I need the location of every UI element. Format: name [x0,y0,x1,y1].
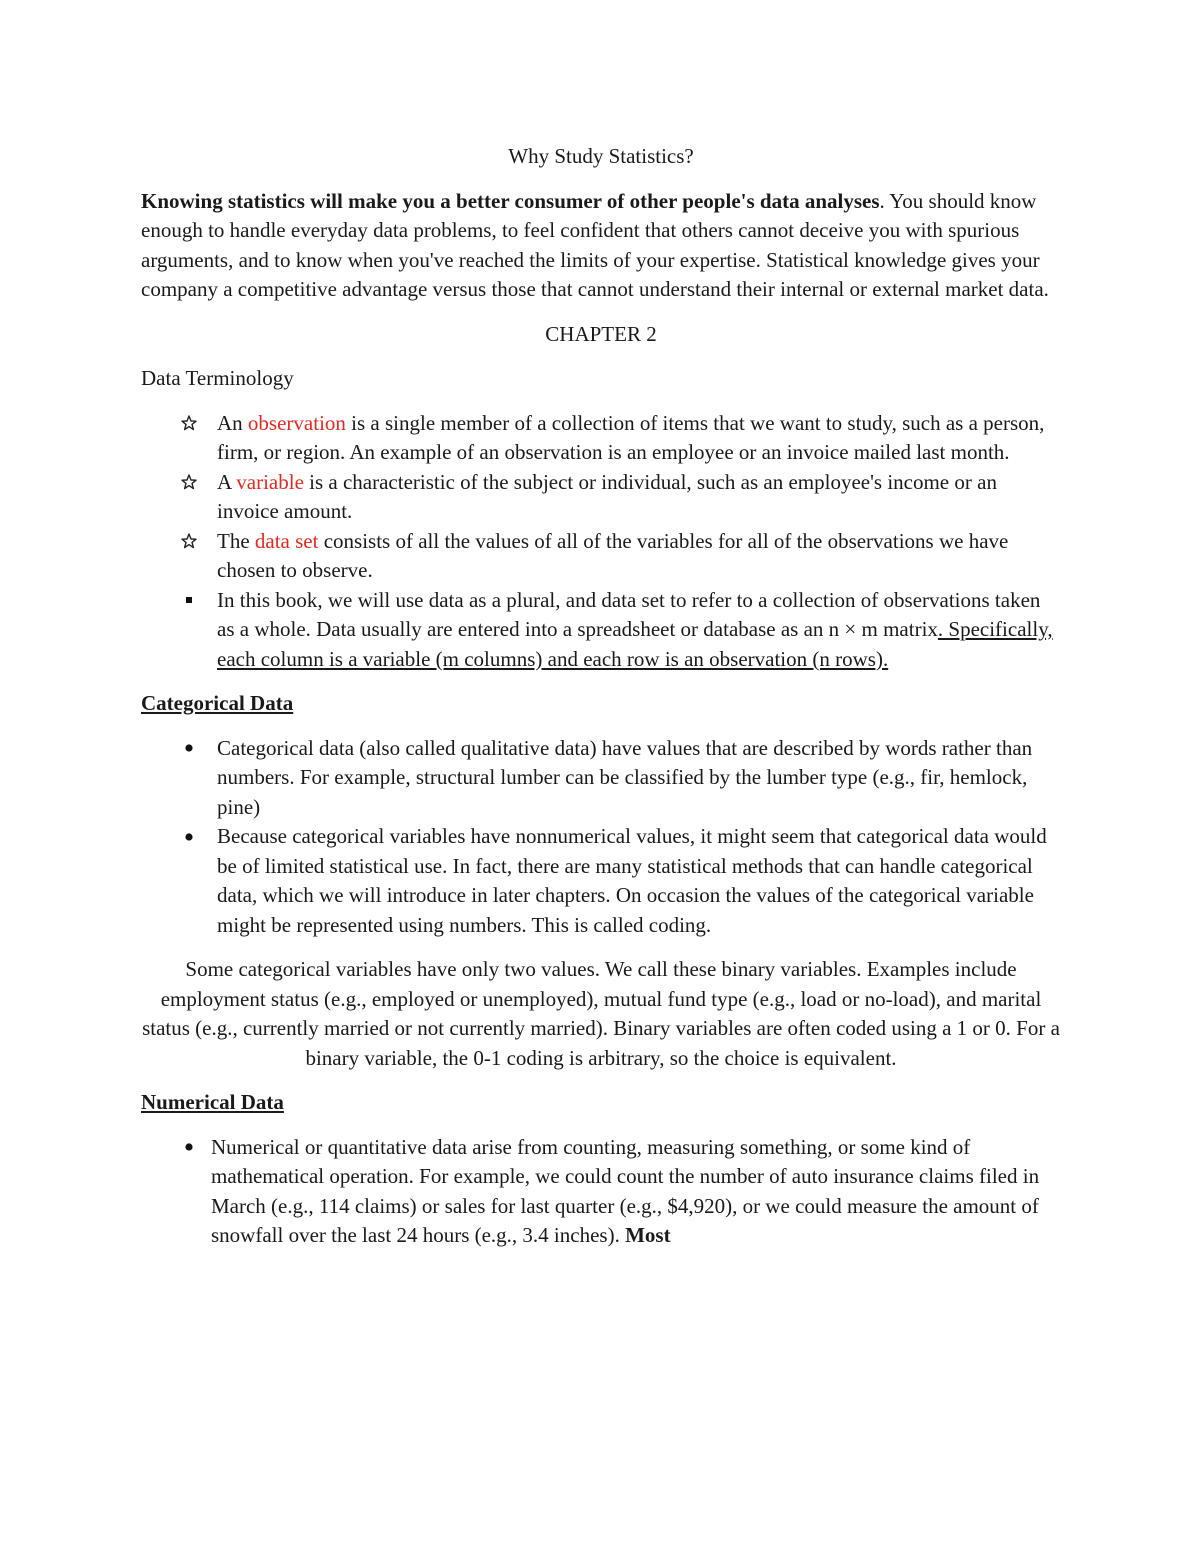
intro-paragraph [141,187,1061,305]
categorical-item-text: Because categorical variables have nonnumerical values, it might seem that categorical data would be of limited statistical use. In fact, there are many statistical methods that can handle categorical data, which we will introduce in later chapters. On occasion the values of the categorical variable might be represented using numbers. This is called coding. [217,824,1047,937]
disc-bullet-icon [179,1133,199,1162]
star-bullet-icon [179,527,199,556]
square-bullet-icon [179,586,199,615]
list-item [141,468,1061,527]
terminology-list [141,409,1061,675]
numerical-item-bold-tail: Most [625,1223,671,1247]
categorical-list [141,734,1061,941]
categorical-data-heading: Categorical Data [141,691,294,715]
disc-bullet-icon [179,822,199,851]
intro-body: . You should know enough to handle everyday data problems, to feel confident that others cannot deceive you with spurious arguments, and to know when you've reached the limits of your expertise. Statistical knowledge gives your company a competitive advantage versus those that cannot understand their internal or external market data. [141,188,1049,301]
list-item [141,734,1061,823]
data-set-pre: The [217,528,255,553]
binary-variables-paragraph: Some categorical variables have only two values. We call these binary variables. Examples include employment status (e.g., employed or unemployed), mutual fund type (e.g., load or no-load), and marital status (e.g., currently married or not currently married). Binary variables are often coded using a 1 or 0. For a binary variable, the 0-1 coding is arbitrary, so the choice is equivalent. [142,957,1060,1070]
numerical-data-heading: Numerical Data [141,1090,284,1114]
star-bullet-icon [179,468,199,497]
document-title: Why Study Statistics? [508,144,694,168]
data-set-definition: consists of all the values of all of the variables for all of the observations we have chosen to observe. [217,528,1009,582]
variable-term: variable [236,469,304,494]
disc-bullet-icon [179,734,199,763]
observation-term: observation [247,410,346,435]
list-item [141,409,1061,468]
observation-pre: An [217,410,248,435]
numerical-list [141,1133,1061,1251]
matrix-underlined-text: . Specifically, each column is a variable (m columns) and each row is an observation (n rows). [217,617,1053,671]
numerical-item-text: Numerical or quantitative data arise from counting, measuring something, or some kind of mathematical operation. For example, we could count the number of auto insurance claims filed in March (e.g., 114 claims) or sales for last quarter (e.g., $4,920), or we could measure the amount of snowfall over the last 24 hours (e.g., 3.4 inches). [211,1134,1040,1247]
data-terminology-heading: Data Terminology [141,366,294,390]
variable-pre: A [217,469,237,494]
matrix-text: In this book, we will use data as a plural, and data set to refer to a collection of observations taken as a whole. Data usually are entered into a spreadsheet or database as an n × m matrix [217,587,1041,641]
categorical-item-text: Categorical data (also called qualitative data) have values that are described by words rather than numbers. For example, structural lumber can be classified by the lumber type (e.g., fir, hemlock, pine) [217,735,1033,819]
chapter-heading: CHAPTER 2 [545,321,657,346]
list-item [141,586,1061,675]
observation-definition: is a single member of a collection of items that we want to study, such as a person, firm, or region. An example of an observation is an employee or an invoice mailed last month. [217,410,1045,464]
document-page [141,142,1061,1266]
data-set-term: data set [254,528,319,553]
intro-bold-lead: Knowing statistics will make you a better consumer of other people's data analyses [141,188,880,213]
star-bullet-icon [179,409,199,438]
variable-definition: is a characteristic of the subject or individual, such as an employee's income or an invoice amount. [217,469,997,523]
list-item [141,822,1061,940]
list-item [141,1133,1061,1251]
list-item [141,527,1061,586]
